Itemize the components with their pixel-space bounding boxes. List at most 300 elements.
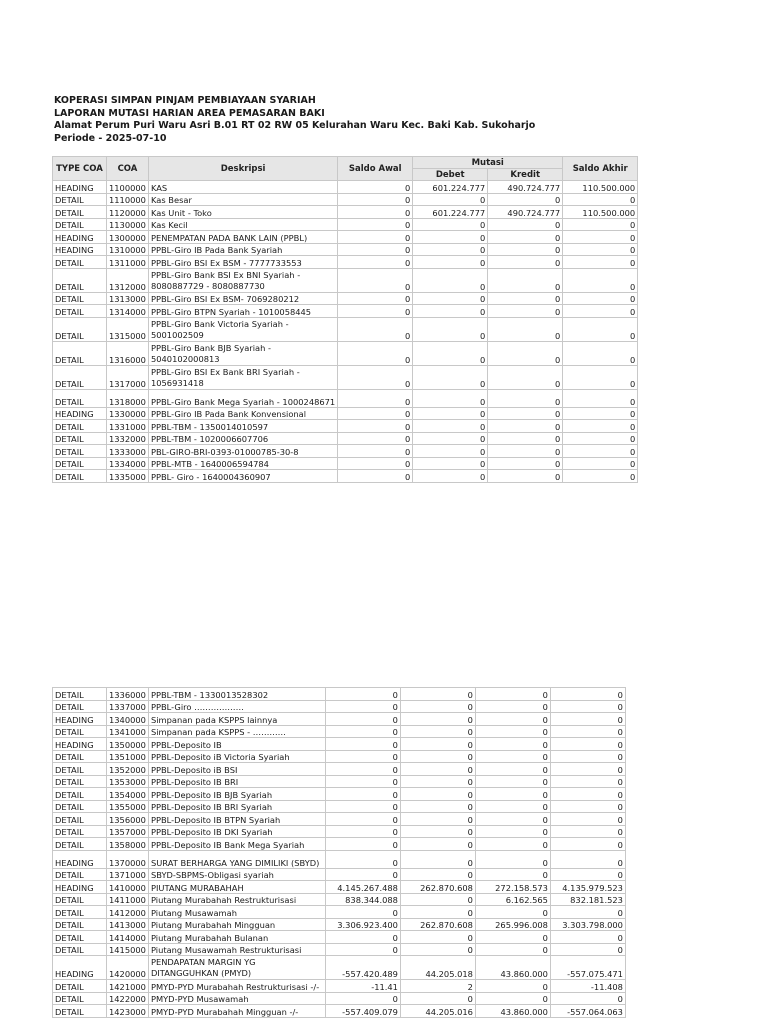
cell-type-coa: DETAIL xyxy=(53,825,107,838)
report-period: Periode - 2025-07-10 xyxy=(54,132,167,144)
cell-saldo-akhir: 110.500.000 xyxy=(563,181,638,194)
cell-kredit: 0 xyxy=(475,788,550,801)
cell-saldo-akhir: 0 xyxy=(563,193,638,206)
cell-debet: 0 xyxy=(413,193,488,206)
cell-coa: 1130000 xyxy=(107,218,149,231)
cell-coa: 1330000 xyxy=(107,407,149,420)
cell-debet: 0 xyxy=(413,256,488,269)
cell-kredit: 0 xyxy=(475,825,550,838)
cell-kredit: 265.996.008 xyxy=(475,918,550,931)
col-debet: Debet xyxy=(413,169,488,181)
cell-debet: 0 xyxy=(413,243,488,256)
cell-deskripsi: PIUTANG MURABAHAH xyxy=(148,881,325,894)
cell-kredit: 0 xyxy=(475,943,550,956)
table-row xyxy=(53,365,638,389)
cell-debet: 0 xyxy=(400,943,475,956)
cell-saldo-akhir: 832.181.523 xyxy=(550,893,625,906)
table-row xyxy=(53,980,626,993)
cell-debet: 0 xyxy=(413,317,488,341)
table-row xyxy=(53,850,626,868)
table-body-page2 xyxy=(53,688,626,1018)
cell-saldo-awal: 0 xyxy=(338,193,413,206)
cell-coa: 1422000 xyxy=(107,992,149,1005)
cell-debet: 0 xyxy=(413,445,488,458)
cell-debet: 0 xyxy=(413,407,488,420)
cell-debet: 0 xyxy=(413,470,488,483)
cell-kredit: 490.724.777 xyxy=(488,206,563,219)
cell-deskripsi: PPBL-Deposito iB BSI xyxy=(148,763,325,776)
cell-debet: 0 xyxy=(413,341,488,365)
table-row xyxy=(53,470,638,483)
cell-kredit: 0 xyxy=(475,868,550,881)
cell-type-coa: DETAIL xyxy=(53,800,107,813)
cell-debet: 0 xyxy=(400,738,475,751)
cell-type-coa: DETAIL xyxy=(53,838,107,851)
cell-type-coa: DETAIL xyxy=(53,725,107,738)
cell-coa: 1354000 xyxy=(107,788,149,801)
cell-coa: 1370000 xyxy=(107,850,149,868)
cell-debet: 601.224.777 xyxy=(413,181,488,194)
cell-deskripsi: PPBL-Giro BTPN Syariah - 1010058445 xyxy=(148,305,337,318)
table-row xyxy=(53,825,626,838)
cell-saldo-akhir: 0 xyxy=(550,943,625,956)
cell-coa: 1331000 xyxy=(107,420,149,433)
cell-coa: 1415000 xyxy=(107,943,149,956)
col-deskripsi: Deskripsi xyxy=(148,157,337,181)
cell-saldo-akhir: 0 xyxy=(563,256,638,269)
cell-coa: 1333000 xyxy=(107,445,149,458)
cell-saldo-akhir: 0 xyxy=(550,788,625,801)
table-row xyxy=(53,292,638,305)
cell-coa: 1353000 xyxy=(107,775,149,788)
cell-deskripsi: Piutang Murabahah Restrukturisasi xyxy=(148,893,325,906)
cell-deskripsi: PPBL-Deposito IB Bank Mega Syariah xyxy=(148,838,325,851)
cell-type-coa: DETAIL xyxy=(53,305,107,318)
cell-type-coa: DETAIL xyxy=(53,788,107,801)
cell-deskripsi: PPBL-Deposito iB Victoria Syariah xyxy=(148,750,325,763)
cell-type-coa: DETAIL xyxy=(53,341,107,365)
cell-coa: 1120000 xyxy=(107,206,149,219)
cell-saldo-awal: 0 xyxy=(325,788,400,801)
cell-saldo-akhir: 0 xyxy=(550,825,625,838)
cell-kredit: 0 xyxy=(488,341,563,365)
cell-saldo-awal: 0 xyxy=(338,231,413,244)
cell-debet: 44.205.016 xyxy=(400,1005,475,1018)
cell-kredit: 43.860.000 xyxy=(475,1005,550,1018)
cell-debet: 0 xyxy=(400,931,475,944)
cell-debet: 0 xyxy=(400,725,475,738)
cell-coa: 1100000 xyxy=(107,181,149,194)
table-row xyxy=(53,1005,626,1018)
cell-deskripsi: Simpanan pada KSPPS lainnya xyxy=(148,713,325,726)
cell-deskripsi: PPBL-Deposito IB BJB Syariah xyxy=(148,788,325,801)
cell-deskripsi: Piutang Murabahah Mingguan xyxy=(148,918,325,931)
cell-coa: 1371000 xyxy=(107,868,149,881)
cell-type-coa: DETAIL xyxy=(53,763,107,776)
cell-kredit: 272.158.573 xyxy=(475,881,550,894)
table-row xyxy=(53,218,638,231)
col-type-coa: TYPE COA xyxy=(53,157,107,181)
cell-type-coa: DETAIL xyxy=(53,256,107,269)
cell-coa: 1411000 xyxy=(107,893,149,906)
cell-coa: 1358000 xyxy=(107,838,149,851)
cell-kredit: 0 xyxy=(475,775,550,788)
table-row xyxy=(53,688,626,701)
col-saldo-akhir: Saldo Akhir xyxy=(563,157,638,181)
cell-saldo-awal: -557.420.489 xyxy=(325,956,400,980)
table-row xyxy=(53,389,638,407)
cell-kredit: 0 xyxy=(488,365,563,389)
cell-type-coa: HEADING xyxy=(53,881,107,894)
cell-coa: 1317000 xyxy=(107,365,149,389)
cell-debet: 262.870.608 xyxy=(400,881,475,894)
cell-coa: 1110000 xyxy=(107,193,149,206)
cell-saldo-akhir: 0 xyxy=(563,445,638,458)
cell-saldo-awal: 0 xyxy=(338,470,413,483)
cell-debet: 44.205.018 xyxy=(400,956,475,980)
cell-kredit: 0 xyxy=(488,457,563,470)
cell-saldo-awal: 0 xyxy=(325,992,400,1005)
cell-deskripsi: PPBL-Giro BSI Ex Bank BRI Syariah - 1056931418 xyxy=(148,365,337,389)
cell-debet: 0 xyxy=(400,850,475,868)
cell-type-coa: DETAIL xyxy=(53,420,107,433)
cell-kredit: 0 xyxy=(488,268,563,292)
cell-saldo-awal: 0 xyxy=(325,943,400,956)
cell-saldo-akhir: 3.303.798.000 xyxy=(550,918,625,931)
cell-kredit: 0 xyxy=(475,763,550,776)
cell-kredit: 0 xyxy=(475,800,550,813)
cell-debet: 0 xyxy=(413,389,488,407)
cell-coa: 1312000 xyxy=(107,268,149,292)
table-row xyxy=(53,750,626,763)
cell-coa: 1410000 xyxy=(107,881,149,894)
table-row xyxy=(53,268,638,292)
cell-saldo-awal: 0 xyxy=(338,457,413,470)
cell-deskripsi: SBYD-SBPMS-Obligasi syariah xyxy=(148,868,325,881)
table-row xyxy=(53,713,626,726)
cell-saldo-awal: 0 xyxy=(325,700,400,713)
table-row xyxy=(53,341,638,365)
cell-saldo-awal: -11.41 xyxy=(325,980,400,993)
cell-debet: 0 xyxy=(400,763,475,776)
cell-coa: 1334000 xyxy=(107,457,149,470)
cell-debet: 2 xyxy=(400,980,475,993)
table-row xyxy=(53,906,626,919)
cell-type-coa: DETAIL xyxy=(53,868,107,881)
cell-kredit: 0 xyxy=(475,980,550,993)
cell-kredit: 490.724.777 xyxy=(488,181,563,194)
cell-coa: 1314000 xyxy=(107,305,149,318)
table-row xyxy=(53,206,638,219)
cell-saldo-awal: 0 xyxy=(325,725,400,738)
cell-debet: 0 xyxy=(400,750,475,763)
cell-kredit: 0 xyxy=(488,193,563,206)
cell-coa: 1336000 xyxy=(107,688,149,701)
cell-saldo-awal: 0 xyxy=(325,713,400,726)
cell-coa: 1350000 xyxy=(107,738,149,751)
table-row xyxy=(53,918,626,931)
cell-kredit: 0 xyxy=(488,432,563,445)
cell-deskripsi: PPBL-Giro Bank Victoria Syariah - 5001002509 xyxy=(148,317,337,341)
cell-debet: 0 xyxy=(413,268,488,292)
cell-kredit: 6.162.565 xyxy=(475,893,550,906)
cell-saldo-akhir: 0 xyxy=(563,420,638,433)
cell-saldo-awal: 838.344.088 xyxy=(325,893,400,906)
cell-deskripsi: PENDAPATAN MARGIN YG DITANGGUHKAN (PMYD) xyxy=(148,956,325,980)
cell-type-coa: DETAIL xyxy=(53,688,107,701)
cell-saldo-akhir: 0 xyxy=(550,813,625,826)
cell-deskripsi: PPBL-Giro Bank BJB Syariah - 5040102000813 xyxy=(148,341,337,365)
cell-deskripsi: PPBL-Giro BSI Ex BSM - 7777733553 xyxy=(148,256,337,269)
cell-type-coa: DETAIL xyxy=(53,1005,107,1018)
cell-deskripsi: PPBL-Giro BSI Ex BSM- 7069280212 xyxy=(148,292,337,305)
cell-type-coa: DETAIL xyxy=(53,206,107,219)
mutation-table-page1 xyxy=(52,156,638,483)
cell-saldo-awal: 0 xyxy=(325,738,400,751)
cell-deskripsi: PPBL-Giro IB Pada Bank Syariah xyxy=(148,243,337,256)
cell-saldo-awal: 0 xyxy=(338,317,413,341)
report-header xyxy=(54,95,535,145)
cell-saldo-akhir: 0 xyxy=(550,763,625,776)
cell-debet: 0 xyxy=(400,813,475,826)
cell-type-coa: DETAIL xyxy=(53,813,107,826)
cell-debet: 0 xyxy=(400,838,475,851)
cell-kredit: 0 xyxy=(488,256,563,269)
table-body-page1 xyxy=(53,181,638,483)
cell-saldo-akhir: 0 xyxy=(563,407,638,420)
cell-kredit: 0 xyxy=(475,700,550,713)
cell-saldo-awal: 3.306.923.400 xyxy=(325,918,400,931)
cell-coa: 1310000 xyxy=(107,243,149,256)
cell-saldo-akhir: 0 xyxy=(563,268,638,292)
cell-type-coa: DETAIL xyxy=(53,906,107,919)
cell-type-coa: HEADING xyxy=(53,738,107,751)
cell-debet: 0 xyxy=(400,688,475,701)
cell-type-coa: DETAIL xyxy=(53,918,107,931)
cell-deskripsi: PMYD-PYD Murabahah Restrukturisasi -/- xyxy=(148,980,325,993)
cell-type-coa: DETAIL xyxy=(53,992,107,1005)
table-row xyxy=(53,725,626,738)
cell-kredit: 0 xyxy=(475,750,550,763)
cell-saldo-akhir: 0 xyxy=(563,470,638,483)
cell-saldo-akhir: 0 xyxy=(563,292,638,305)
cell-debet: 0 xyxy=(400,788,475,801)
table-row xyxy=(53,243,638,256)
cell-saldo-akhir: 0 xyxy=(550,750,625,763)
cell-coa: 1420000 xyxy=(107,956,149,980)
cell-deskripsi: PPBL-Giro Bank BSI Ex BNI Syariah - 8080887729 - 8080887730 xyxy=(148,268,337,292)
cell-deskripsi: PPBL-MTB - 1640006594784 xyxy=(148,457,337,470)
cell-deskripsi: Simpanan pada KSPPS - ………… xyxy=(148,725,325,738)
cell-saldo-akhir: -11.408 xyxy=(550,980,625,993)
cell-saldo-awal: 0 xyxy=(325,906,400,919)
cell-kredit: 0 xyxy=(475,813,550,826)
cell-debet: 0 xyxy=(400,800,475,813)
cell-type-coa: DETAIL xyxy=(53,317,107,341)
cell-saldo-awal: 0 xyxy=(338,206,413,219)
table-row xyxy=(53,256,638,269)
cell-saldo-akhir: 0 xyxy=(563,341,638,365)
cell-coa: 1311000 xyxy=(107,256,149,269)
cell-deskripsi: PENEMPATAN PADA BANK LAIN (PPBL) xyxy=(148,231,337,244)
cell-coa: 1357000 xyxy=(107,825,149,838)
cell-kredit: 0 xyxy=(488,305,563,318)
cell-deskripsi: PBL-GIRO-BRI-0393-01000785-30-8 xyxy=(148,445,337,458)
table-row xyxy=(53,881,626,894)
table-row xyxy=(53,893,626,906)
table-row xyxy=(53,445,638,458)
cell-kredit: 0 xyxy=(475,992,550,1005)
cell-saldo-akhir: 0 xyxy=(550,713,625,726)
cell-type-coa: HEADING xyxy=(53,956,107,980)
table-row xyxy=(53,788,626,801)
cell-saldo-awal: 0 xyxy=(325,931,400,944)
cell-coa: 1341000 xyxy=(107,725,149,738)
mutation-table-page2 xyxy=(52,687,626,1018)
cell-type-coa: DETAIL xyxy=(53,943,107,956)
table-row xyxy=(53,943,626,956)
cell-saldo-akhir: 0 xyxy=(563,457,638,470)
table-row xyxy=(53,931,626,944)
cell-saldo-awal: 0 xyxy=(338,407,413,420)
cell-saldo-akhir: -557.075.471 xyxy=(550,956,625,980)
cell-saldo-awal: 0 xyxy=(338,432,413,445)
cell-saldo-awal: 0 xyxy=(325,850,400,868)
cell-coa: 1351000 xyxy=(107,750,149,763)
cell-type-coa: DETAIL xyxy=(53,218,107,231)
cell-deskripsi: PPBL-Deposito IB BRI xyxy=(148,775,325,788)
cell-debet: 0 xyxy=(413,457,488,470)
cell-deskripsi: PPBL-Giro Bank Mega Syariah - 1000248671 xyxy=(148,389,337,407)
cell-coa: 1316000 xyxy=(107,341,149,365)
table-row xyxy=(53,181,638,194)
cell-debet: 0 xyxy=(400,825,475,838)
cell-deskripsi: PPBL-TBM - 1330013528302 xyxy=(148,688,325,701)
cell-kredit: 0 xyxy=(475,906,550,919)
cell-kredit: 0 xyxy=(488,218,563,231)
cell-debet: 0 xyxy=(400,868,475,881)
cell-coa: 1315000 xyxy=(107,317,149,341)
cell-kredit: 0 xyxy=(475,688,550,701)
cell-kredit: 0 xyxy=(475,838,550,851)
cell-type-coa: DETAIL xyxy=(53,389,107,407)
table-row xyxy=(53,305,638,318)
cell-kredit: 0 xyxy=(488,231,563,244)
cell-deskripsi: PMYD-PYD Murabahah Mingguan -/- xyxy=(148,1005,325,1018)
cell-saldo-akhir: 4.135.979.523 xyxy=(550,881,625,894)
cell-debet: 0 xyxy=(400,906,475,919)
cell-kredit: 0 xyxy=(475,738,550,751)
cell-deskripsi: KAS xyxy=(148,181,337,194)
cell-saldo-awal: 0 xyxy=(338,420,413,433)
cell-type-coa: DETAIL xyxy=(53,700,107,713)
org-name: KOPERASI SIMPAN PINJAM PEMBIAYAAN SYARIAH xyxy=(54,95,316,106)
cell-deskripsi: PPBL-TBM - 1020006607706 xyxy=(148,432,337,445)
table-row xyxy=(53,813,626,826)
cell-saldo-awal: 0 xyxy=(325,688,400,701)
col-saldo-awal: Saldo Awal xyxy=(338,157,413,181)
cell-debet: 0 xyxy=(413,365,488,389)
table-row xyxy=(53,700,626,713)
cell-debet: 0 xyxy=(400,700,475,713)
cell-saldo-awal: 0 xyxy=(325,825,400,838)
cell-kredit: 0 xyxy=(475,713,550,726)
cell-type-coa: DETAIL xyxy=(53,365,107,389)
cell-saldo-akhir: 0 xyxy=(550,992,625,1005)
report-address: Alamat Perum Puri Waru Asri B.01 RT 02 RW 05 Kelurahan Waru Kec. Baki Kab. Sukoharjo xyxy=(54,120,536,131)
report-title: LAPORAN MUTASI HARIAN AREA PEMASARAN BAKI xyxy=(54,107,325,119)
cell-debet: 0 xyxy=(413,432,488,445)
table-row xyxy=(53,775,626,788)
cell-saldo-akhir: 0 xyxy=(563,305,638,318)
cell-debet: 262.870.608 xyxy=(400,918,475,931)
cell-saldo-awal: 0 xyxy=(338,445,413,458)
cell-coa: 1412000 xyxy=(107,906,149,919)
cell-type-coa: DETAIL xyxy=(53,268,107,292)
cell-type-coa: DETAIL xyxy=(53,750,107,763)
cell-saldo-awal: 0 xyxy=(325,800,400,813)
cell-type-coa: HEADING xyxy=(53,850,107,868)
cell-type-coa: DETAIL xyxy=(53,445,107,458)
cell-coa: 1335000 xyxy=(107,470,149,483)
cell-saldo-akhir: 0 xyxy=(550,688,625,701)
cell-saldo-akhir: 0 xyxy=(563,231,638,244)
cell-saldo-awal: 0 xyxy=(325,763,400,776)
cell-kredit: 0 xyxy=(475,931,550,944)
cell-saldo-awal: 0 xyxy=(338,305,413,318)
cell-coa: 1318000 xyxy=(107,389,149,407)
cell-type-coa: HEADING xyxy=(53,181,107,194)
cell-type-coa: DETAIL xyxy=(53,893,107,906)
cell-coa: 1413000 xyxy=(107,918,149,931)
cell-coa: 1423000 xyxy=(107,1005,149,1018)
cell-saldo-akhir: 0 xyxy=(550,850,625,868)
table-row xyxy=(53,868,626,881)
cell-saldo-awal: 0 xyxy=(325,813,400,826)
cell-kredit: 0 xyxy=(488,470,563,483)
cell-kredit: 0 xyxy=(488,420,563,433)
cell-type-coa: DETAIL xyxy=(53,980,107,993)
cell-debet: 0 xyxy=(413,218,488,231)
cell-saldo-awal: 4.145.267.488 xyxy=(325,881,400,894)
cell-coa: 1421000 xyxy=(107,980,149,993)
cell-type-coa: DETAIL xyxy=(53,292,107,305)
table-row xyxy=(53,432,638,445)
cell-saldo-awal: 0 xyxy=(338,389,413,407)
cell-saldo-akhir: 0 xyxy=(563,243,638,256)
cell-saldo-akhir: 0 xyxy=(550,700,625,713)
cell-debet: 0 xyxy=(413,420,488,433)
cell-deskripsi: Piutang Musawamah xyxy=(148,906,325,919)
cell-kredit: 0 xyxy=(488,389,563,407)
cell-saldo-akhir: 0 xyxy=(550,931,625,944)
cell-debet: 601.224.777 xyxy=(413,206,488,219)
cell-deskripsi: PPBL-Deposito IB BTPN Syariah xyxy=(148,813,325,826)
cell-kredit: 0 xyxy=(475,850,550,868)
cell-saldo-awal: 0 xyxy=(338,365,413,389)
table-row xyxy=(53,420,638,433)
cell-coa: 1313000 xyxy=(107,292,149,305)
table-row xyxy=(53,317,638,341)
cell-saldo-akhir: 0 xyxy=(550,775,625,788)
cell-debet: 0 xyxy=(413,305,488,318)
col-coa: COA xyxy=(107,157,149,181)
cell-coa: 1332000 xyxy=(107,432,149,445)
cell-saldo-awal: 0 xyxy=(338,341,413,365)
cell-type-coa: DETAIL xyxy=(53,432,107,445)
table-row xyxy=(53,763,626,776)
table-row xyxy=(53,838,626,851)
